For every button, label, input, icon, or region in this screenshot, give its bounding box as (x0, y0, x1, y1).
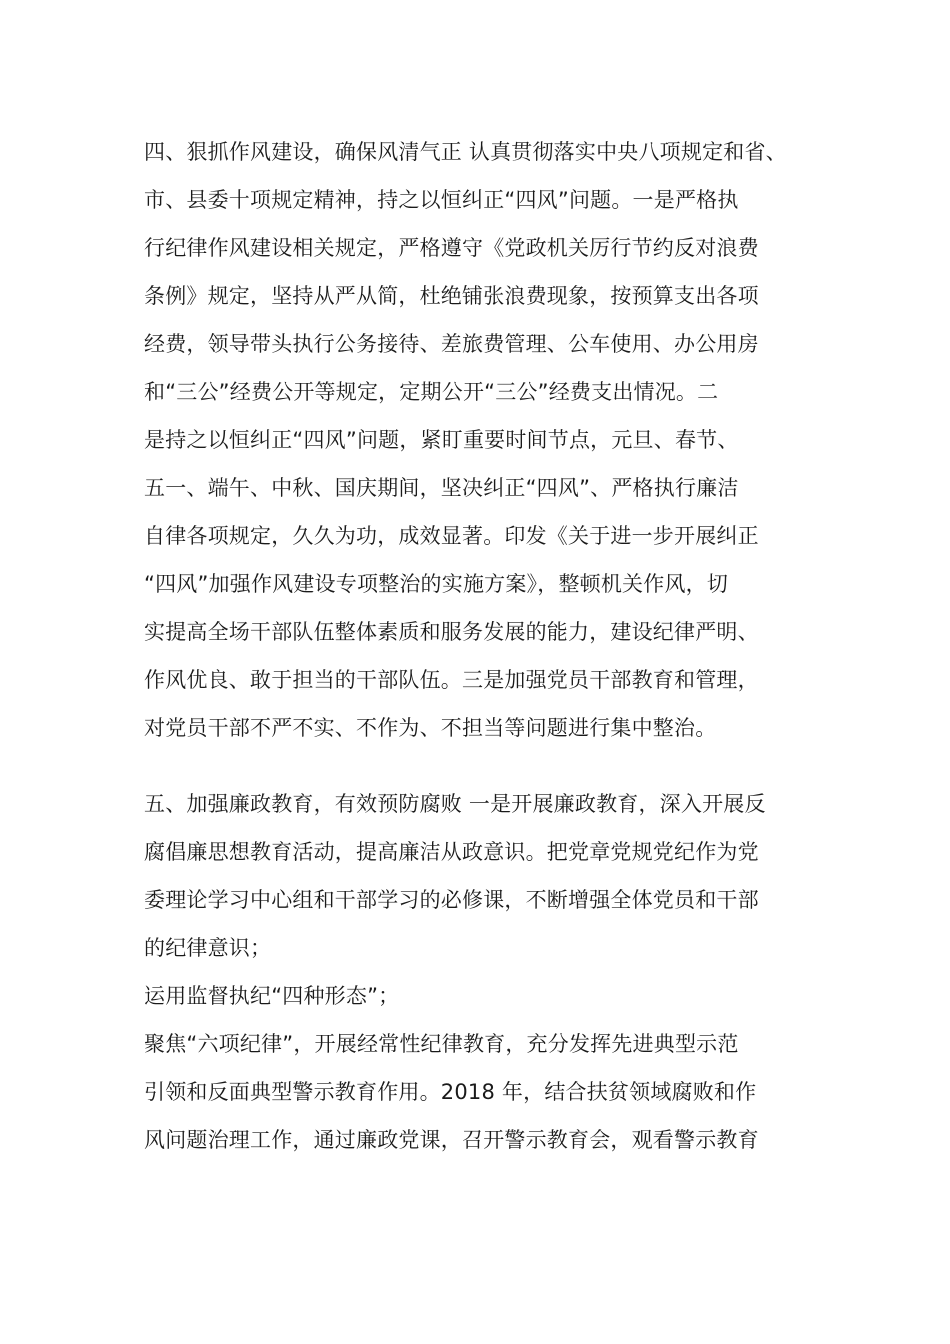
text-line: 和“三公”经费公开等规定，定期公开“三公”经费支出情况。二 (144, 380, 719, 404)
text-line: 作风优良、敢于担当的干部队伍。三是加强党员干部教育和管理， (144, 668, 759, 692)
text-line: 市、县委十项规定精神，持之以恒纠正“四风”问题。一是严格执 (144, 188, 739, 212)
text-line: 委理论学习中心组和干部学习的必修课，不断增强全体党员和干部 (144, 888, 759, 912)
text-line: 腐倡廉思想教育活动，提高廉洁从政意识。把党章党规党纪作为党 (144, 840, 759, 864)
text-line: 条例》规定，坚持从严从简，杜绝铺张浪费现象，按预算支出各项 (144, 284, 759, 308)
text-line: 对党员干部不严不实、不作为、不担当等问题进行集中整治。 (144, 716, 717, 740)
text-line: 风问题治理工作，通过廉政党课，召开警示教育会，观看警示教育 (144, 1128, 759, 1152)
text-line: 的纪律意识； (144, 936, 272, 960)
text-line: 自律各项规定，久久为功，成效显著。印发《关于进一步开展纠正 (144, 524, 759, 548)
text-line: 聚焦“六项纪律”，开展经常性纪律教育，充分发挥先进典型示范 (144, 1032, 739, 1056)
text-line: 实提高全场干部队伍整体素质和服务发展的能力，建设纪律严明、 (144, 620, 759, 644)
text-line: 经费，领导带头执行公务接待、差旅费管理、公车使用、办公用房 (144, 332, 759, 356)
text-line: 五、加强廉政教育，有效预防腐败 一是开展廉政教育，深入开展反 (144, 792, 766, 816)
text-line: 运用监督执纪“四种形态”； (144, 984, 400, 1008)
text-line: 行纪律作风建设相关规定，严格遵守《党政机关厉行节约反对浪费 (144, 236, 759, 260)
text-line: 四、狠抓作风建设，确保风清气正 认真贯彻落实中央八项规定和省、 (144, 140, 787, 164)
text-line: 引领和反面典型警示教育作用。2018 年，结合扶贫领域腐败和作 (144, 1080, 757, 1104)
text-line: “四风”加强作风建设专项整治的实施方案》，整顿机关作风，切 (144, 572, 729, 596)
text-line: 是持之以恒纠正“四风”问题，紧盯重要时间节点，元旦、春节、 (144, 428, 739, 452)
text-line: 五一、端午、中秋、国庆期间，坚决纠正“四风”、严格执行廉洁 (144, 476, 739, 500)
